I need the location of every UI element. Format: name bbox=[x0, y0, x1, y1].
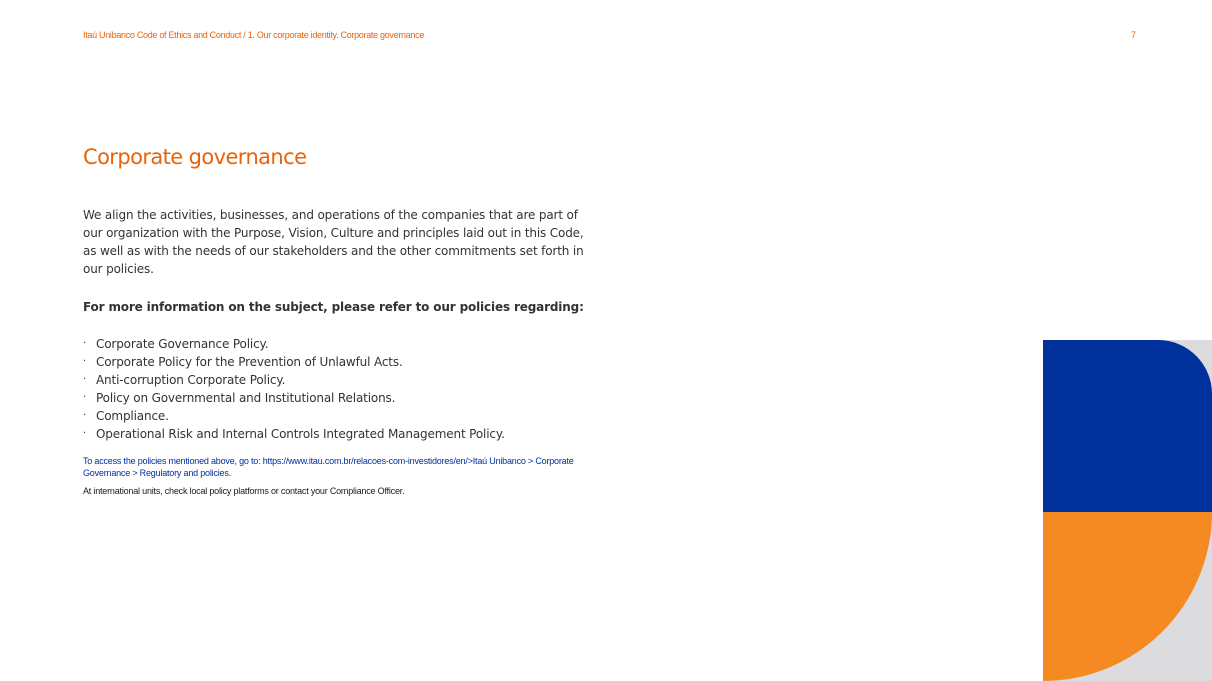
policy-list-item bbox=[83, 335, 593, 353]
policy-item-text: Policy on Governmental and Institutional Relations. bbox=[96, 391, 396, 405]
decorative-graphic bbox=[1043, 340, 1212, 681]
policy-list-item bbox=[83, 389, 593, 407]
policy-item-text: Corporate Governance Policy. bbox=[96, 337, 269, 351]
bullet-icon: · bbox=[83, 428, 87, 439]
policy-item-text: Corporate Policy for the Prevention of Unlawful Acts. bbox=[96, 355, 403, 369]
bullet-icon: · bbox=[83, 392, 87, 403]
policies-link-note[interactable]: To access the policies mentioned above, go to: https://www.itau.com.br/relacoes-com-investidores/en/>Itaú Unibanco > Corporate Governance > Regulatory and policies. bbox=[83, 456, 574, 478]
policies-heading: For more information on the subject, please refer to our policies regarding: bbox=[83, 300, 584, 314]
bullet-icon: · bbox=[83, 374, 87, 385]
policy-list-item bbox=[83, 371, 593, 389]
policy-item-text: Compliance. bbox=[96, 409, 169, 423]
page-number: 7 bbox=[1131, 30, 1137, 40]
policy-item-text: Operational Risk and Internal Controls Integrated Management Policy. bbox=[96, 427, 505, 441]
page-title: Corporate governance bbox=[83, 145, 307, 169]
bullet-icon: · bbox=[83, 338, 87, 349]
bullet-icon: · bbox=[83, 356, 87, 367]
bullet-icon: · bbox=[83, 410, 87, 421]
policy-list-item bbox=[83, 407, 593, 425]
policy-list-item bbox=[83, 425, 593, 443]
running-header: Itaú Unibanco Code of Ethics and Conduct / 1. Our corporate identity. Corporate governance bbox=[83, 30, 425, 40]
policy-list-item bbox=[83, 353, 593, 371]
blue-rounded-shape bbox=[1043, 340, 1212, 512]
policy-item-text: Anti-corruption Corporate Policy. bbox=[96, 373, 286, 387]
international-units-note: At international units, check local policy platforms or contact your Compliance Officer. bbox=[83, 486, 405, 496]
policy-list bbox=[83, 335, 593, 443]
intro-paragraph: We align the activities, businesses, and operations of the companies that are part of our organization with the Purpose, Vision, Culture and principles laid out in this Code, as well as with the needs of our stakeholders and the other commitments set forth in our policies. bbox=[83, 208, 584, 276]
main-content bbox=[83, 206, 593, 497]
